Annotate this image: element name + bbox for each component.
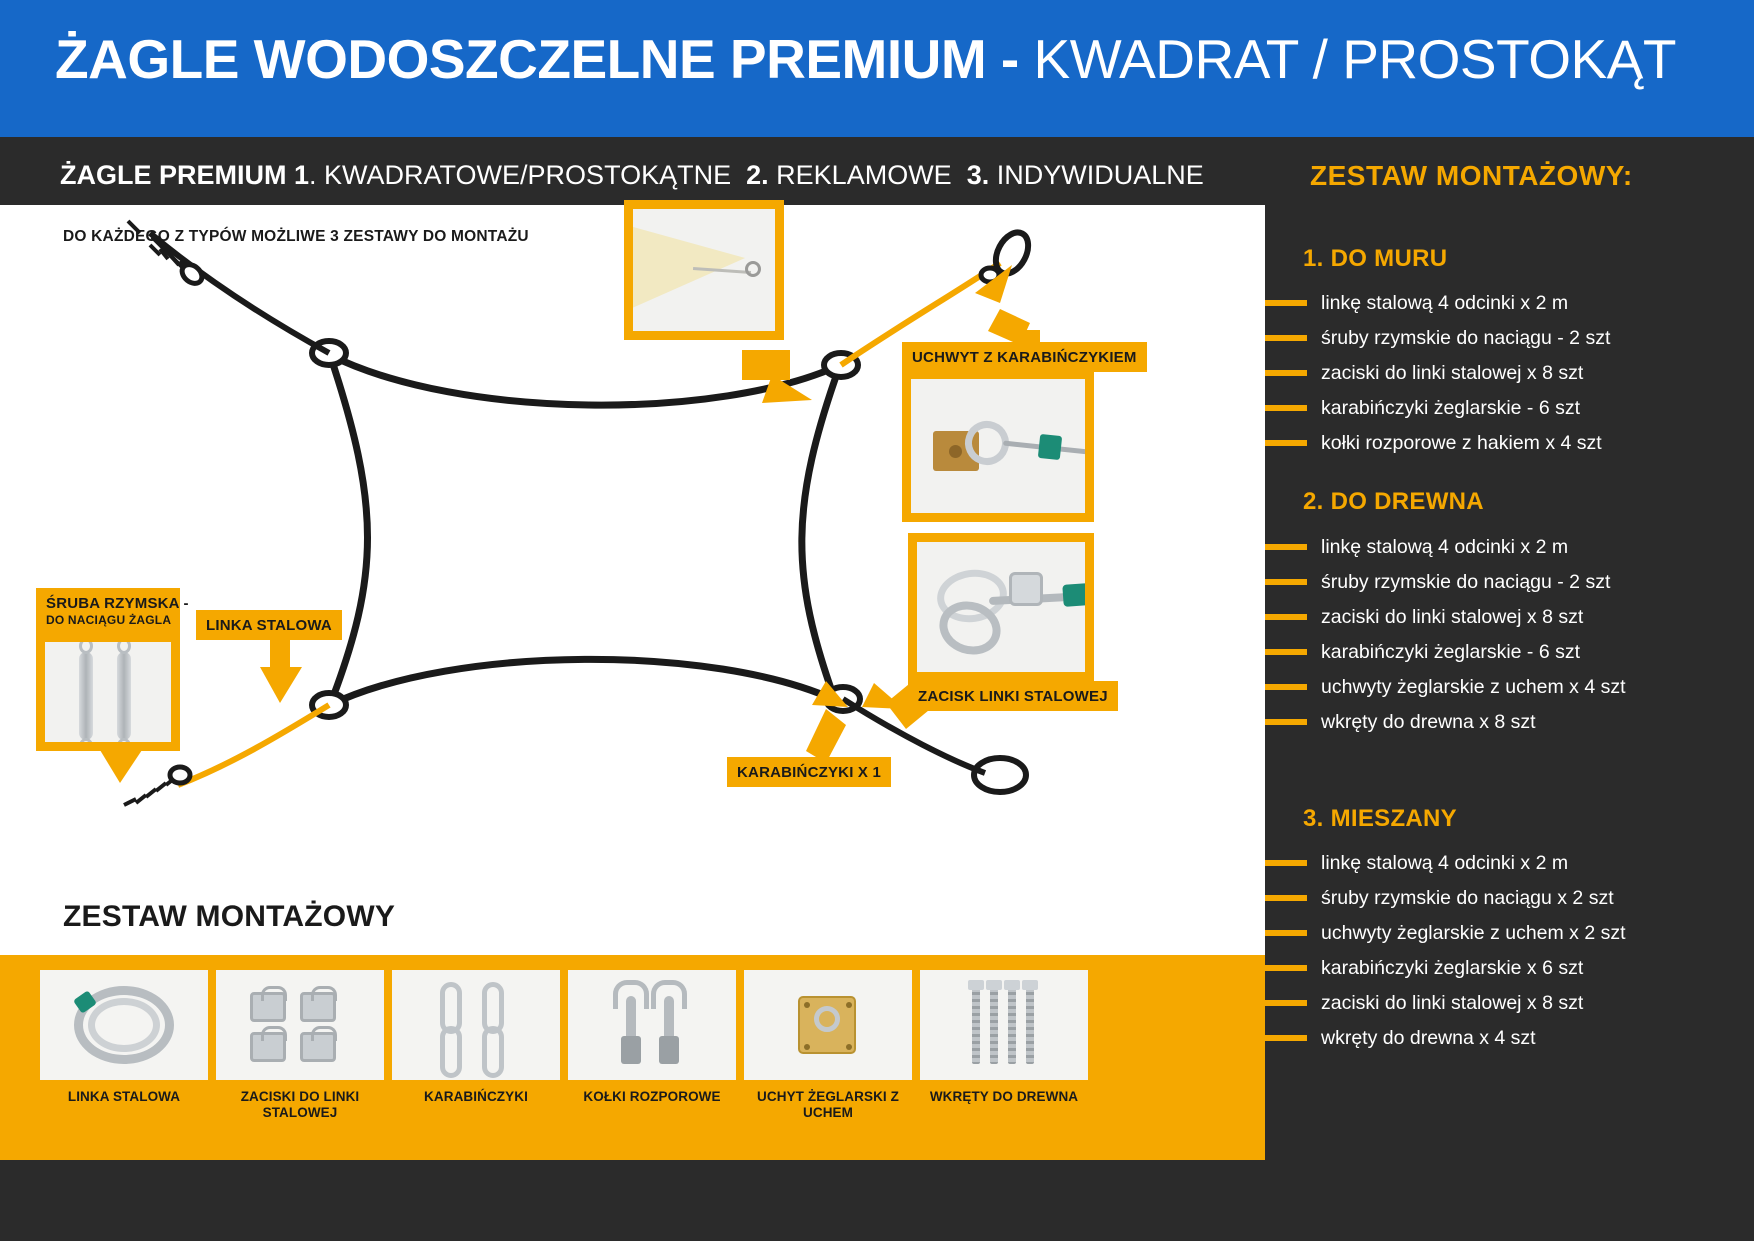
expansion-hooks-icon [568, 970, 736, 1080]
bullet-dash-icon [1265, 1000, 1307, 1006]
photo-sail-corner [624, 200, 784, 340]
kit-item[interactable] [568, 970, 736, 1150]
bullet-dash-icon [1265, 860, 1307, 866]
set1-item-text: linkę stalową 4 odcinki x 2 m [1321, 292, 1569, 314]
bullet-dash-icon [1265, 1035, 1307, 1041]
bullet-dash-icon [1265, 895, 1307, 901]
bullet-dash-icon [1265, 440, 1307, 446]
bullet-dash-icon [1265, 405, 1307, 411]
set3-item-text: uchwyty żeglarskie z uchem x 2 szt [1321, 922, 1626, 944]
set2-item-text: uchwyty żeglarskie z uchem x 4 szt [1321, 676, 1626, 698]
set3-item [1265, 878, 1745, 918]
photo-turnbuckles [36, 633, 180, 751]
label-turnbuckle-sub: DO NACIĄGU ŻAGLA [46, 613, 172, 627]
set2-item [1265, 597, 1745, 637]
bullet-dash-icon [1265, 544, 1307, 550]
set3-item [1265, 843, 1745, 883]
kit-items [40, 970, 1225, 1150]
set1-item [1265, 423, 1745, 463]
set1-item-text: karabińczyki żeglarskie - 6 szt [1321, 397, 1581, 419]
page-title-light: KWADRAT / PROSTOKĄT [1033, 28, 1676, 90]
set3-item-text: karabińczyki żeglarskie x 6 szt [1321, 957, 1584, 979]
kit-item-label: ZACISKI DO LINKI STALOWEJ [240, 1089, 360, 1120]
bullet-dash-icon [1265, 370, 1307, 376]
subtitle-item1-num: 1 [294, 160, 310, 190]
set2-item-text: linkę stalową 4 odcinki x 2 m [1321, 536, 1569, 558]
label-hook-with-carabiner: UCHWYT Z KARABIŃCZYKIEM [902, 342, 1147, 372]
subtitle-item1-text: . KWADRATOWE/PROSTOKĄTNE [309, 160, 732, 190]
set2-item [1265, 632, 1745, 672]
kit-item[interactable] [744, 970, 912, 1150]
label-turnbuckle [36, 588, 189, 635]
set3-item-text: wkręty do drewna x 4 szt [1321, 1027, 1536, 1049]
set3-item [1265, 948, 1745, 988]
kit-item[interactable] [392, 970, 560, 1150]
subtitle-item3-text: INDYWIDUALNE [996, 160, 1204, 190]
bullet-dash-icon [1265, 719, 1307, 725]
kit-item[interactable] [40, 970, 208, 1150]
set1-item [1265, 353, 1745, 393]
set3-item-text: linkę stalową 4 odcinki x 2 m [1321, 852, 1569, 874]
kit-item[interactable] [216, 970, 384, 1150]
set1-item [1265, 283, 1745, 323]
set2-item-text: wkręty do drewna x 8 szt [1321, 711, 1536, 733]
subtitle-item2-num: 2. [746, 160, 769, 190]
set3-item [1265, 1018, 1745, 1058]
subtitle-item3-num: 3. [966, 160, 990, 190]
bullet-dash-icon [1265, 335, 1307, 341]
set2-item-text: śruby rzymskie do naciągu - 2 szt [1321, 571, 1611, 593]
subtitle-row [60, 158, 1204, 192]
sailing-eye-plate-icon [744, 970, 912, 1080]
kit-item-label: LINKA STALOWA [67, 1089, 181, 1104]
set3-item-text: zaciski do linki stalowej x 8 szt [1321, 992, 1584, 1014]
bullet-dash-icon [1265, 300, 1307, 306]
wood-screws-icon [920, 970, 1088, 1080]
kit-strip-title: ZESTAW MONTAŻOWY [63, 900, 396, 933]
diagram-note: DO KAŻDEGO Z TYPÓW MOŻLIWE 3 ZESTAWY DO MONTAŻU [63, 228, 529, 245]
set2-item-text: zaciski do linki stalowej x 8 szt [1321, 606, 1584, 628]
set-title-2: 2. DO DREWNA [1303, 488, 1484, 515]
set2-item-text: karabińczyki żeglarskie - 6 szt [1321, 641, 1581, 663]
set1-item-text: zaciski do linki stalowej x 8 szt [1321, 362, 1584, 384]
page-title [55, 26, 1676, 92]
set3-item [1265, 913, 1745, 953]
set2-item [1265, 667, 1745, 707]
bullet-dash-icon [1265, 649, 1307, 655]
kit-item-label: UCHYT ŻEGLARSKI Z UCHEM [757, 1089, 899, 1120]
subtitle-item2-text: REKLAMOWE [776, 160, 952, 190]
bullet-dash-icon [1265, 614, 1307, 620]
kit-item-label: WKRĘTY DO DREWNA [929, 1089, 1079, 1104]
bullet-dash-icon [1265, 579, 1307, 585]
page-title-bold: ŻAGLE WODOSZCZELNE PREMIUM - [55, 28, 1034, 90]
label-wire-clamp: ZACISK LINKI STALOWEJ [908, 681, 1118, 711]
photo-wire-clamp [908, 533, 1094, 681]
set2-item [1265, 527, 1745, 567]
set3-item-text: śruby rzymskie do naciągu x 2 szt [1321, 887, 1614, 909]
label-carabiners: KARABIŃCZYKI X 1 [727, 757, 891, 787]
set-title-1: 1. DO MURU [1303, 245, 1448, 272]
bullet-dash-icon [1265, 684, 1307, 690]
steel-rope-coil-icon [40, 970, 208, 1080]
carabiners-icon [392, 970, 560, 1080]
set1-item [1265, 388, 1745, 428]
set1-item-text: kołki rozporowe z hakiem x 4 szt [1321, 432, 1602, 454]
set2-item [1265, 702, 1745, 742]
label-steel-rope: LINKA STALOWA [196, 610, 342, 640]
set3-item [1265, 983, 1745, 1023]
header-bar [0, 0, 1754, 137]
kit-item[interactable] [920, 970, 1088, 1150]
set1-item [1265, 318, 1745, 358]
set1-item-text: śruby rzymskie do naciągu - 2 szt [1321, 327, 1611, 349]
set2-item [1265, 562, 1745, 602]
wire-clamps-icon [216, 970, 384, 1080]
bullet-dash-icon [1265, 965, 1307, 971]
kit-item-label: KOŁKI ROZPOROWE [583, 1089, 721, 1104]
set-title-3: 3. MIESZANY [1303, 805, 1457, 832]
kit-heading: ZESTAW MONTAŻOWY: [1310, 160, 1633, 191]
label-turnbuckle-main: ŚRUBA RZYMSKA - [46, 595, 189, 612]
kit-item-label: KARABIŃCZYKI [424, 1089, 528, 1104]
photo-hook-with-carabiner [902, 370, 1094, 522]
subtitle-lead: ŻAGLE PREMIUM [60, 160, 287, 190]
bullet-dash-icon [1265, 930, 1307, 936]
